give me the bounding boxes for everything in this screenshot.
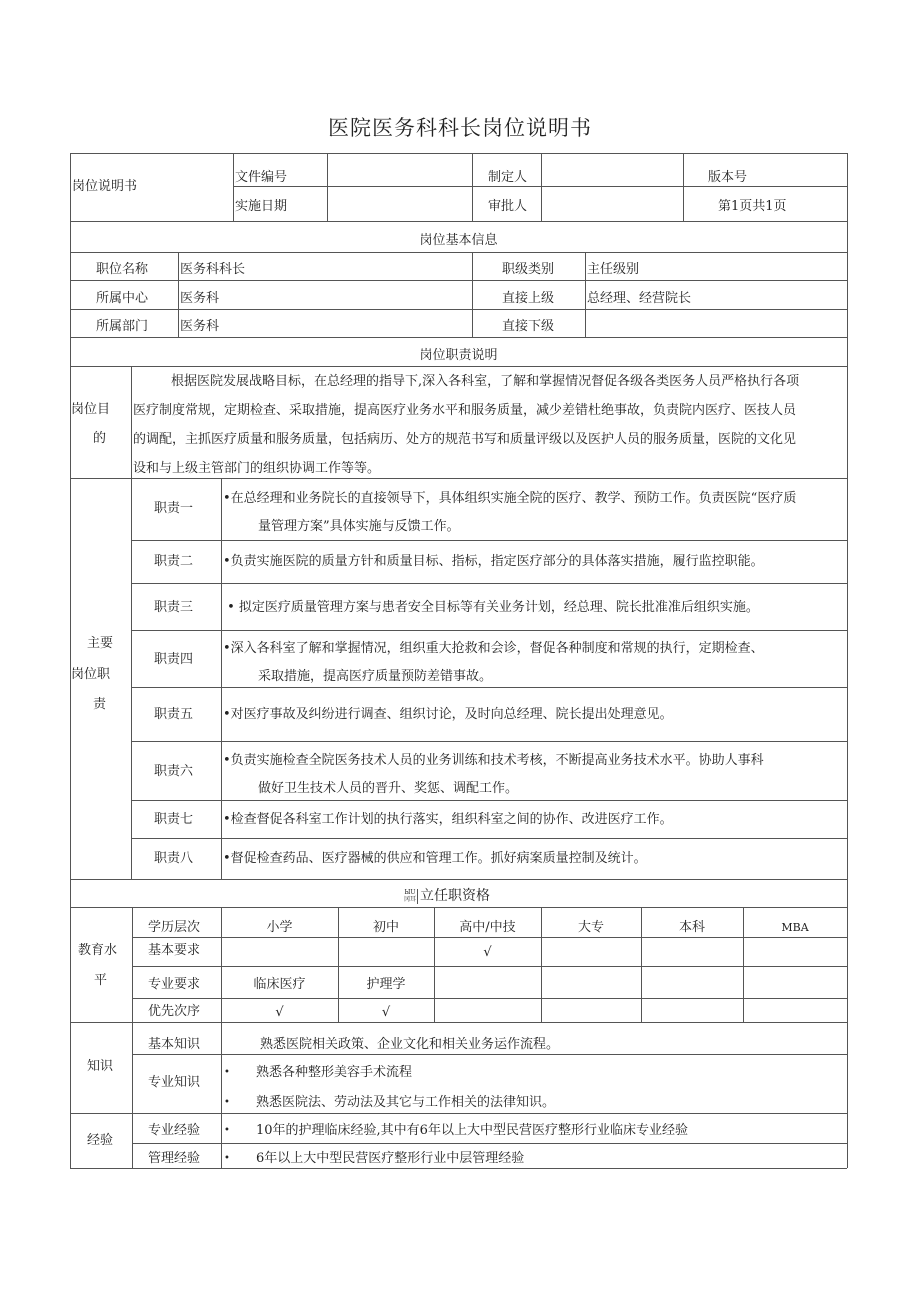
edu-cell bbox=[221, 942, 338, 962]
experience-label: 经验 bbox=[87, 1132, 114, 1148]
duties-title: 岗位职责说明 bbox=[419, 347, 498, 363]
qualifications-title bbox=[404, 885, 490, 907]
edu-cell bbox=[743, 974, 847, 994]
center-label: 所属中心 bbox=[96, 290, 149, 306]
purpose-line: 设和与上级主管部门的组织协调工作等等。 bbox=[133, 461, 381, 476]
garbled-glyph: ЫU 冈耳 bbox=[404, 889, 417, 903]
edu-cell bbox=[743, 1002, 847, 1022]
department-value: 医务科 bbox=[180, 318, 220, 334]
qualifications-title-text: 立任职资格 bbox=[417, 889, 490, 904]
duty-text: •对医疗事故及纠纷进行调查、组织讨论，及时向总经理、院长提出处理意见。 bbox=[223, 706, 673, 722]
edu-cell: √ bbox=[483, 944, 492, 960]
education-label-line2: 平 bbox=[94, 972, 108, 988]
main-duties-label-line2: 岗位职 bbox=[71, 666, 111, 682]
level-cell: 本科 bbox=[678, 919, 705, 935]
level-cell: MBA bbox=[781, 920, 809, 934]
purpose-line: 根据医院发展战略目标，在总经理的指导下,深入各科室，了解和掌握情况督促各级各类医务人员严格执行各项 bbox=[171, 374, 800, 389]
edu-cell bbox=[434, 974, 541, 994]
duty-label: 职责三 bbox=[154, 599, 194, 615]
effective-date-field[interactable] bbox=[329, 195, 470, 217]
edu-cell bbox=[541, 974, 641, 994]
duty-text bbox=[223, 745, 845, 805]
purpose-line: 的调配，主抓医疗质量和服务质量，包括病历、处方的规范书写和质量评级以及医护人员的服务质量，医院的文化见 bbox=[133, 432, 797, 447]
grade-value: 主任级别 bbox=[587, 261, 640, 277]
edu-cell: √ bbox=[275, 1004, 284, 1020]
education-header-label: 学历层次 bbox=[148, 919, 201, 935]
duty-text: • 拟定医疗质量管理方案与患者安全目标等有关业务计划，经总理、院长批准准后组织实施。 bbox=[223, 599, 759, 615]
duty-text: •督促检查药品、医疗器械的供应和管理工作。抓好病案质量控制及统计。 bbox=[223, 850, 647, 866]
level-cell: 初中 bbox=[372, 919, 399, 935]
page-info: 第1页共1页 bbox=[718, 198, 787, 214]
file-no-field[interactable] bbox=[329, 166, 470, 188]
duty-label: 职责四 bbox=[154, 651, 194, 667]
effective-date-label: 实施日期 bbox=[235, 198, 288, 214]
duty-line: 做好卫生技术人员的晋升、奖惩、调配工作。 bbox=[258, 781, 519, 796]
approver-label: 审批人 bbox=[488, 198, 528, 214]
row-label: 基本要求 bbox=[148, 942, 201, 958]
duty-label: 职责七 bbox=[154, 811, 194, 827]
duty-line: 量管理方案”具体实施与反馈工作。 bbox=[258, 519, 460, 534]
edu-cell: √ bbox=[381, 1004, 391, 1020]
duty-text bbox=[223, 483, 845, 543]
management-experience-label: 管理经验 bbox=[148, 1150, 201, 1166]
direct-superior-value: 总经理、经营院长 bbox=[587, 290, 692, 306]
author-field[interactable] bbox=[543, 166, 681, 188]
professional-experience-label: 专业经验 bbox=[148, 1122, 201, 1138]
knowledge-label: 知识 bbox=[87, 1058, 114, 1074]
edu-cell bbox=[434, 1002, 541, 1022]
author-label: 制定人 bbox=[488, 169, 528, 185]
purpose-line: 医疗制度常规，定期检查、采取措施，提高医疗业务水平和服务质量，减少差错杜绝事故，负责院内医疗、医技人员 bbox=[133, 403, 797, 418]
duty-line: 采取措施，提高医疗质量预防差错事故。 bbox=[258, 669, 493, 684]
row-label: 专业要求 bbox=[148, 976, 201, 992]
bullet-icon: • bbox=[224, 1152, 230, 1164]
document-title: 医院医务科科长岗位说明书 bbox=[328, 116, 592, 140]
edu-cell bbox=[641, 974, 743, 994]
header-label: 岗位说明书 bbox=[72, 178, 138, 194]
position-name-label: 职位名称 bbox=[96, 261, 149, 277]
file-no-label: 文件编号 bbox=[235, 169, 288, 185]
basic-knowledge-value: 熟悉医院相关政策、企业文化和相关业务运作流程。 bbox=[260, 1036, 560, 1052]
duty-line: •在总经理和业务院长的直接领导下，具体组织实施全院的医疗、教学、预防工作。负责医院“医疗质 bbox=[223, 491, 797, 506]
purpose-label-line1: 岗位目 bbox=[71, 401, 111, 417]
duty-label: 职责六 bbox=[154, 763, 194, 779]
duty-label: 职责五 bbox=[154, 706, 194, 722]
edu-cell: 护理学 bbox=[366, 976, 406, 992]
main-duties-label-line3: 责 bbox=[93, 696, 107, 712]
grade-label: 职级类别 bbox=[502, 261, 555, 277]
duty-label: 职责一 bbox=[154, 500, 194, 516]
edu-cell bbox=[641, 1002, 743, 1022]
edu-cell bbox=[743, 942, 847, 962]
purpose-label-line2: 的 bbox=[93, 430, 107, 446]
center-value: 医务科 bbox=[180, 290, 220, 306]
edu-cell bbox=[541, 942, 641, 962]
main-duties-label-line1: 主要 bbox=[87, 635, 114, 651]
management-experience-value: 6年以上大中型民营医疗整形行业中层管理经验 bbox=[256, 1150, 525, 1166]
level-cell: 小学 bbox=[266, 919, 293, 935]
approver-field[interactable] bbox=[543, 195, 681, 217]
position-name-value: 医务科科长 bbox=[180, 261, 246, 277]
purpose-text bbox=[133, 367, 845, 483]
bullet-icon: • bbox=[224, 1124, 230, 1136]
education-label-line1: 教育水 bbox=[78, 942, 118, 958]
version-label: 版本号 bbox=[708, 169, 748, 185]
duty-label: 职责二 bbox=[154, 553, 194, 569]
professional-experience-value: 10年的护理临床经验,其中有6年以上大中型民营医疗整形行业临床专业经验 bbox=[256, 1122, 688, 1138]
knowledge-item-text: 熟悉医院法、劳动法及其它与工作相关的法律知识。 bbox=[256, 1094, 556, 1110]
duty-line: •负责实施检查全院医务技术人员的业务训练和技术考核，不断提高业务技术水平。协助人事科 bbox=[223, 753, 764, 768]
edu-cell bbox=[641, 942, 743, 962]
basic-info-title: 岗位基本信息 bbox=[419, 232, 498, 248]
direct-subordinate-label: 直接下级 bbox=[502, 318, 555, 334]
level-cell: 高中/中技 bbox=[459, 919, 516, 935]
row-label: 优先次序 bbox=[148, 1003, 201, 1019]
duty-line: •深入各科室了解和掌握情况，组织重大抢救和会诊，督促各种制度和常规的执行，定期检查、 bbox=[223, 641, 764, 656]
edu-cell: 临床医疗 bbox=[253, 976, 306, 992]
level-cell: 大专 bbox=[577, 919, 604, 935]
bullet-icon: • bbox=[224, 1066, 230, 1078]
professional-knowledge-label: 专业知识 bbox=[148, 1074, 201, 1090]
knowledge-item-text: 熟悉各种整形美容手术流程 bbox=[256, 1064, 413, 1080]
duty-label: 职责八 bbox=[154, 850, 194, 866]
edu-cell bbox=[541, 1002, 641, 1022]
duty-text bbox=[223, 633, 845, 693]
basic-knowledge-label: 基本知识 bbox=[148, 1036, 201, 1052]
duty-text: •检查督促各科室工作计划的执行落实，组织科室之间的协作、改进医疗工作。 bbox=[223, 811, 673, 827]
direct-superior-label: 直接上级 bbox=[502, 290, 555, 306]
duty-text: •负责实施医院的质量方针和质量目标、指标，指定医疗部分的具体落实措施，履行监控职能。 bbox=[223, 553, 764, 569]
bullet-icon: • bbox=[224, 1096, 230, 1108]
edu-cell bbox=[338, 942, 434, 962]
department-label: 所属部门 bbox=[96, 318, 149, 334]
